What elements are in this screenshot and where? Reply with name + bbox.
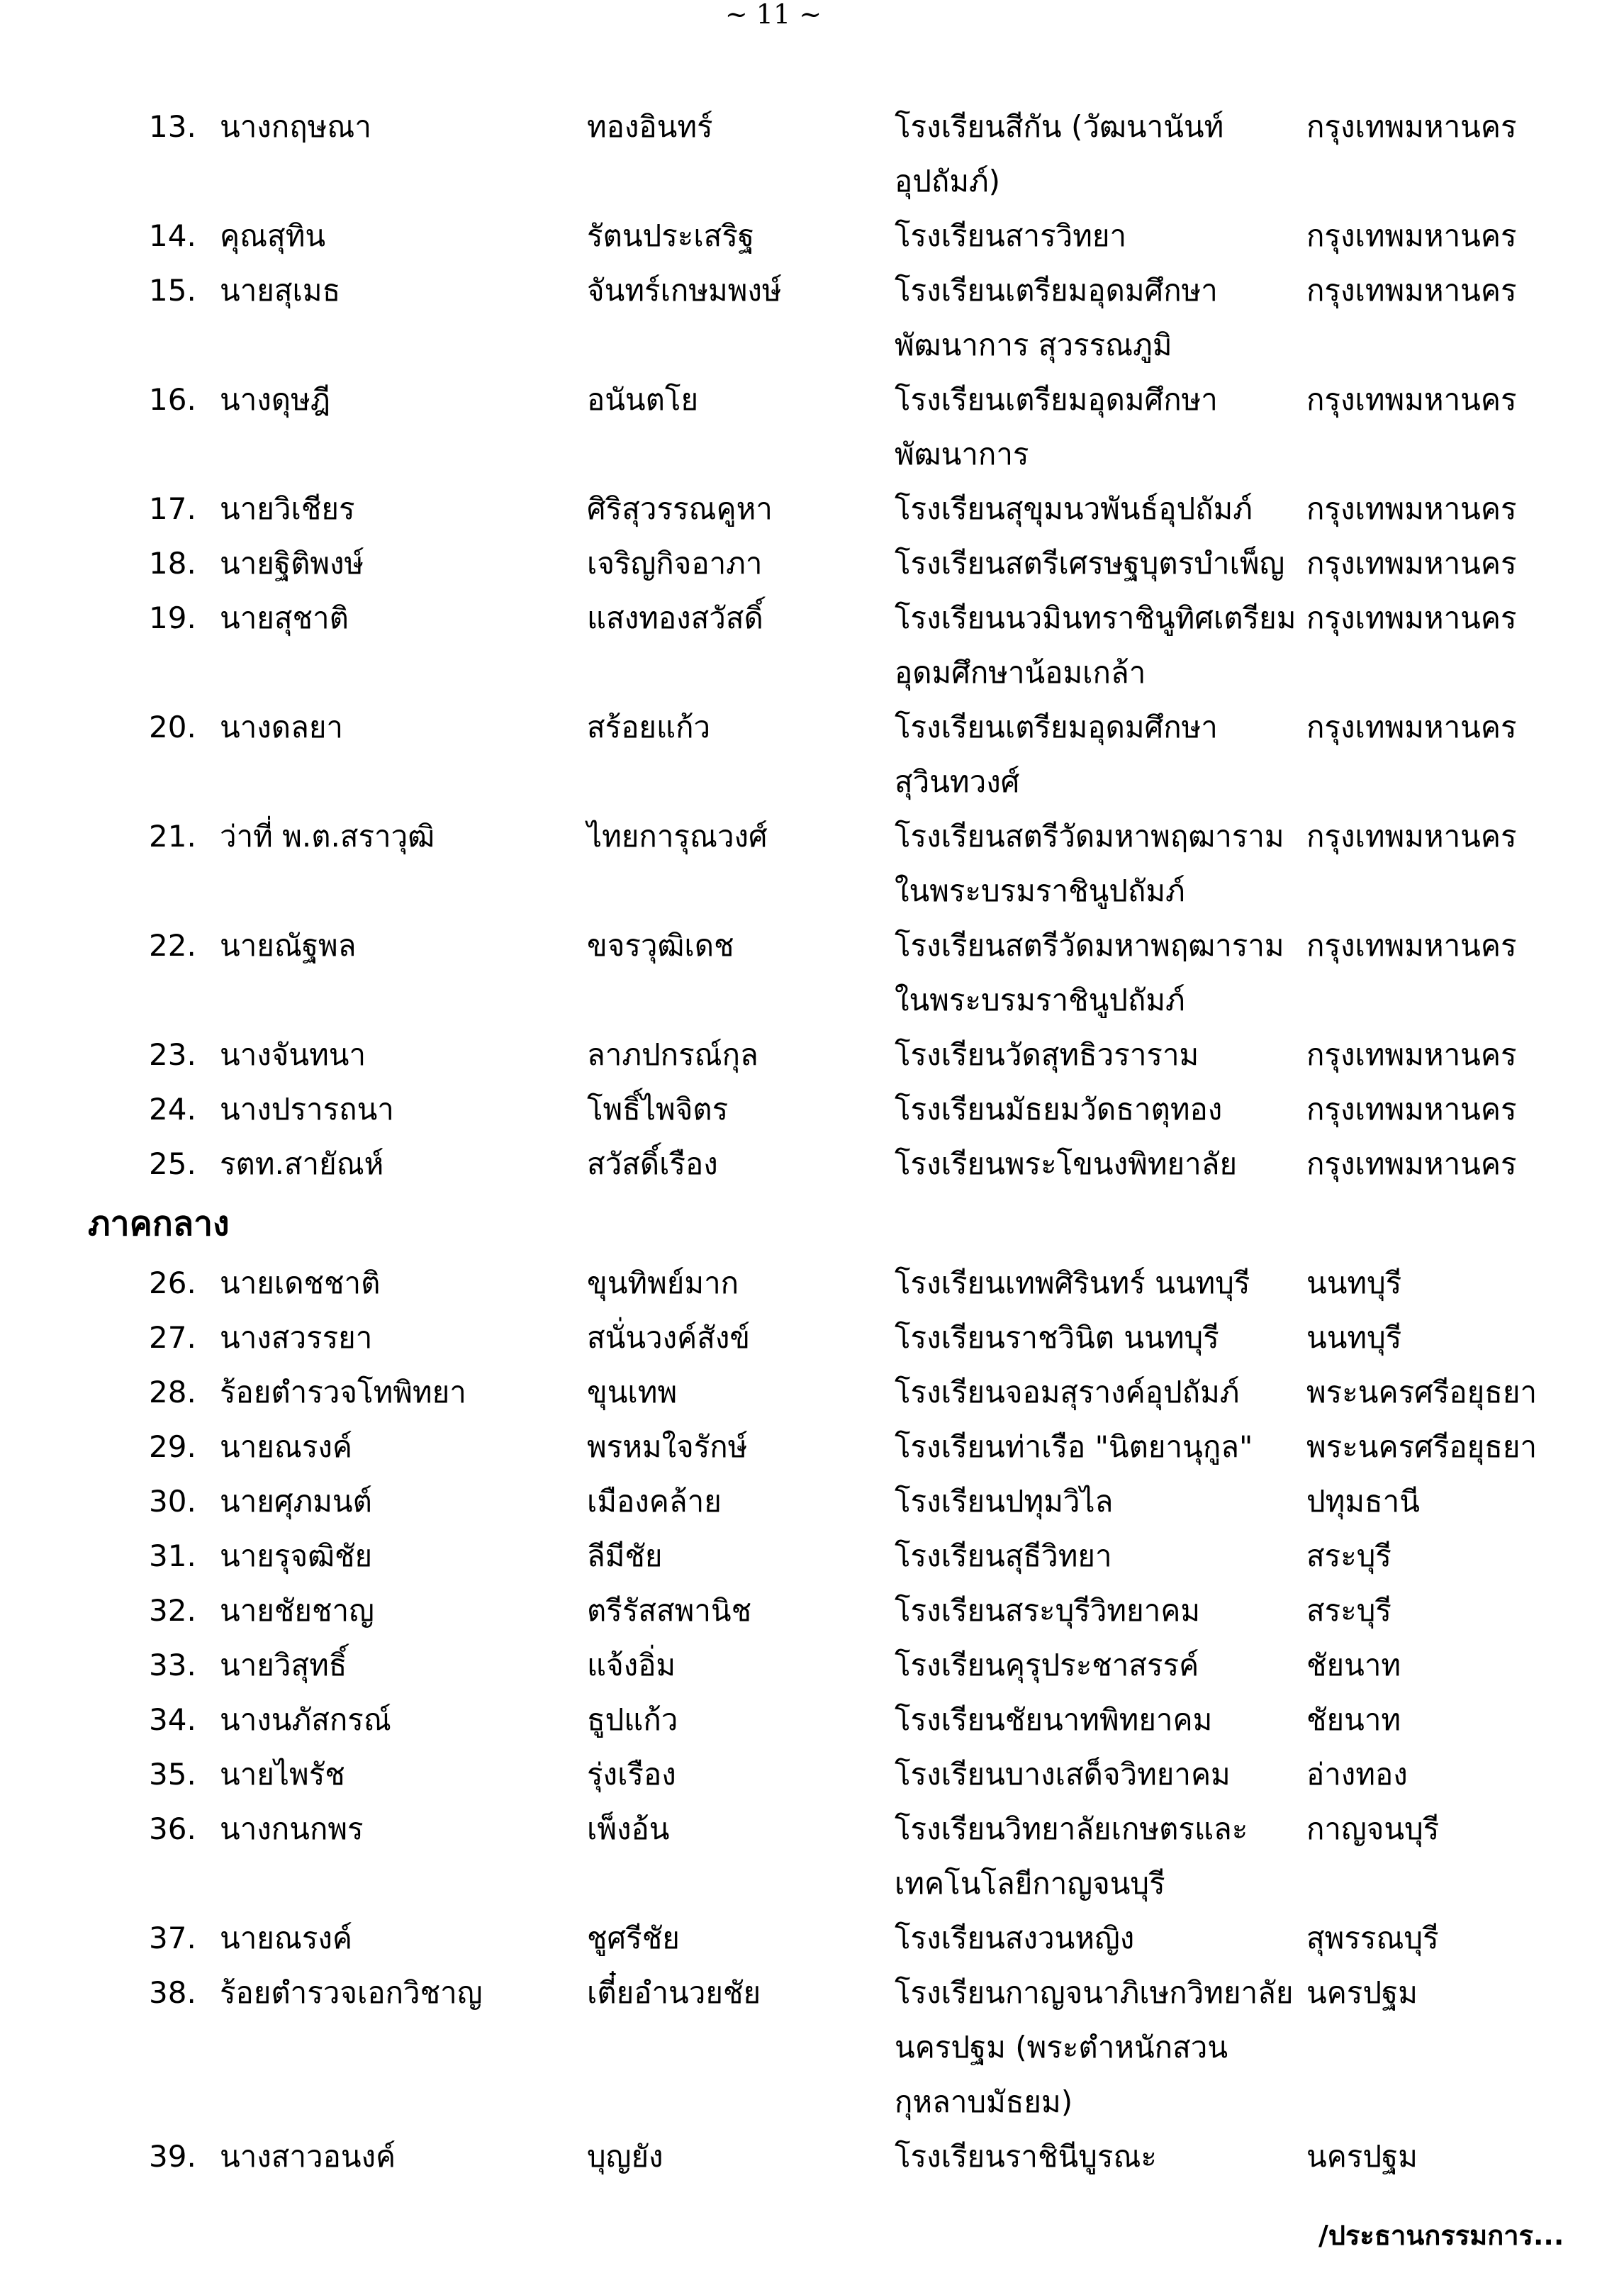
member-school: โรงเรียนสตรีวัดมหาพฤฒาราม ในพระบรมราชินูปถัมภ์ <box>895 819 1284 908</box>
member-name: นายเดชชาติ <box>220 1266 381 1300</box>
member-school: โรงเรียนสงวนหญิง <box>895 1921 1135 1955</box>
list-item <box>0 1027 1624 1082</box>
member-province: กรุงเทพมหานคร <box>1306 491 1517 526</box>
member-surname: ขุนเทพ <box>587 1375 678 1409</box>
page-number: ~ 11 ~ <box>724 0 822 30</box>
item-number: 15. <box>149 273 196 308</box>
member-name: นายณรงค์ <box>220 1921 353 1955</box>
item-number: 28. <box>149 1375 196 1409</box>
item-number: 35. <box>149 1757 196 1792</box>
list-item <box>0 1802 1624 1911</box>
item-number: 31. <box>149 1538 196 1573</box>
item-number: 36. <box>149 1811 196 1846</box>
member-surname: สร้อยแก้ว <box>587 710 711 744</box>
member-school: โรงเรียนคุรุประชาสรรค์ <box>895 1648 1199 1682</box>
member-school: โรงเรียนเทพศิรินทร์ นนทบุรี <box>895 1266 1250 1300</box>
member-province: กรุงเทพมหานคร <box>1306 546 1517 581</box>
section-heading-central: ภาคกลาง <box>88 1204 230 1244</box>
member-school: โรงเรียนจอมสุรางค์อุปถัมภ์ <box>895 1375 1240 1409</box>
member-school: โรงเรียนนวมินทราชินูทิศเตรียม อุดมศึกษาน้อมเกล้า <box>895 601 1297 690</box>
member-school: โรงเรียนสตรีเศรษฐบุตรบำเพ็ญ <box>895 546 1285 581</box>
list-item <box>0 263 1624 372</box>
member-province: กรุงเทพมหานคร <box>1306 218 1517 253</box>
member-school: โรงเรียนราชินีบูรณะ <box>895 2139 1157 2174</box>
member-surname: ทองอินทร์ <box>587 109 713 144</box>
list-item <box>0 1583 1624 1638</box>
committee-list <box>0 99 1624 2184</box>
member-name: นางดุษฎี <box>220 382 330 417</box>
member-school: โรงเรียนกาญจนาภิเษกวิทยาลัย นครปฐม (พระตำหนักสวน กุหลาบมัธยม) <box>895 1975 1294 2119</box>
member-surname: เตี๋ยอำนวยชัย <box>587 1975 761 2010</box>
member-province: ชัยนาท <box>1306 1702 1401 1737</box>
member-surname: ตรีรัสสพานิช <box>587 1593 752 1628</box>
item-number: 25. <box>149 1146 196 1181</box>
list-item <box>0 1692 1624 1747</box>
list-item <box>0 1474 1624 1529</box>
member-surname: รัตนประเสริฐ <box>587 218 755 253</box>
member-name: นายไพรัช <box>220 1757 345 1792</box>
member-school: โรงเรียนสระบุรีวิทยาคม <box>895 1593 1201 1628</box>
list-item <box>0 536 1624 591</box>
list-item <box>0 99 1624 208</box>
member-province: พระนครศรีอยุธยา <box>1306 1375 1538 1409</box>
member-province: กรุงเทพมหานคร <box>1306 109 1517 144</box>
member-surname: เมืองคล้าย <box>587 1484 722 1519</box>
member-name: ร้อยตำรวจเอกวิชาญ <box>220 1975 483 2010</box>
member-name: นางกฤษณา <box>220 109 371 144</box>
member-surname: บุญยัง <box>587 2139 663 2174</box>
member-surname: ธูปแก้ว <box>587 1702 678 1737</box>
member-school: โรงเรียนพระโขนงพิทยาลัย <box>895 1146 1238 1181</box>
list-item <box>0 1529 1624 1583</box>
item-number: 21. <box>149 819 196 854</box>
item-number: 37. <box>149 1921 196 1955</box>
member-province: อ่างทอง <box>1306 1757 1408 1792</box>
central-member-list <box>0 1256 1624 2184</box>
member-name: นายชัยชาญ <box>220 1593 374 1628</box>
member-name: ร้อยตำรวจโทพิทยา <box>220 1375 466 1409</box>
member-school: โรงเรียนท่าเรือ "นิตยานุกูล" <box>895 1429 1253 1464</box>
item-number: 19. <box>149 601 196 635</box>
list-item <box>0 700 1624 809</box>
member-province: สระบุรี <box>1306 1538 1391 1573</box>
member-school: โรงเรียนวิทยาลัยเกษตรและ เทคโนโลยีกาญจนบุรี <box>895 1811 1248 1901</box>
member-name: นางดลยา <box>220 710 344 744</box>
member-school: โรงเรียนสุขุมนวพันธ์อุปถัมภ์ <box>895 491 1253 526</box>
member-school: โรงเรียนราชวินิต นนทบุรี <box>895 1320 1219 1355</box>
list-item <box>0 1136 1624 1191</box>
list-item <box>0 1082 1624 1136</box>
member-name: นางสาวอนงค์ <box>220 2139 396 2174</box>
list-item <box>0 1256 1624 1310</box>
list-item <box>0 1747 1624 1802</box>
member-name: ว่าที่ พ.ต.สราวุฒิ <box>220 819 435 854</box>
member-name: นางปรารถนา <box>220 1092 394 1127</box>
member-province: สุพรรณบุรี <box>1306 1921 1439 1955</box>
member-school: โรงเรียนสตรีวัดมหาพฤฒาราม ในพระบรมราชินูปถัมภ์ <box>895 928 1284 1017</box>
member-province: สระบุรี <box>1306 1593 1391 1628</box>
member-province: กรุงเทพมหานคร <box>1306 1092 1517 1127</box>
list-item <box>0 1965 1624 2129</box>
item-number: 34. <box>149 1702 196 1737</box>
list-item <box>0 591 1624 700</box>
member-province: นครปฐม <box>1306 1975 1418 2010</box>
item-number: 38. <box>149 1975 196 2010</box>
member-name: นางกนกพร <box>220 1811 364 1846</box>
member-surname: แสงทองสวัสดิ์ <box>587 601 763 635</box>
member-school: โรงเรียนสุธีวิทยา <box>895 1538 1112 1573</box>
member-name: นายณัฐพล <box>220 928 357 963</box>
member-surname: รุ่งเรือง <box>587 1757 676 1792</box>
item-number: 14. <box>149 218 196 253</box>
member-province: กรุงเทพมหานคร <box>1306 1037 1517 1072</box>
member-surname: ขจรวุฒิเดช <box>587 928 734 963</box>
member-school: โรงเรียนสารวิทยา <box>895 218 1127 253</box>
member-school: โรงเรียนปทุมวิไล <box>895 1484 1114 1519</box>
list-item <box>0 918 1624 1027</box>
list-item <box>0 1638 1624 1692</box>
member-province: นนทบุรี <box>1306 1266 1402 1300</box>
list-item <box>0 1911 1624 1965</box>
item-number: 13. <box>149 109 196 144</box>
member-surname: เพ็งอ้น <box>587 1811 670 1846</box>
member-surname: เจริญกิจอาภา <box>587 546 763 581</box>
member-surname: ขุนทิพย์มาก <box>587 1266 739 1300</box>
member-name: นายวิสุทธิ์ <box>220 1648 347 1682</box>
item-number: 16. <box>149 382 196 417</box>
list-item <box>0 1419 1624 1474</box>
member-surname: จันทร์เกษมพงษ์ <box>587 273 782 308</box>
item-number: 17. <box>149 491 196 526</box>
member-school: โรงเรียนเตรียมอุดมศึกษา พัฒนาการ <box>895 382 1218 471</box>
item-number: 22. <box>149 928 196 963</box>
continuation-note: /ประธานกรรมการ... <box>1318 2220 1564 2251</box>
member-name: นายณรงค์ <box>220 1429 353 1464</box>
member-name: รตท.สายัณห์ <box>220 1146 384 1181</box>
member-name: นายสุชาติ <box>220 601 349 635</box>
list-item <box>0 372 1624 481</box>
member-school: โรงเรียนบางเสด็จวิทยาคม <box>895 1757 1231 1792</box>
item-number: 30. <box>149 1484 196 1519</box>
member-surname: สวัสดิ์เรือง <box>587 1146 718 1181</box>
member-surname: อนันตโย <box>587 382 699 417</box>
member-surname: ชูศรีชัย <box>587 1921 680 1955</box>
member-surname: พรหมใจรักษ์ <box>587 1429 748 1464</box>
member-province: กรุงเทพมหานคร <box>1306 601 1517 635</box>
member-surname: ลีมีชัย <box>587 1538 663 1573</box>
member-school: โรงเรียนมัธยมวัดธาตุทอง <box>895 1092 1223 1127</box>
item-number: 20. <box>149 710 196 744</box>
member-province: กรุงเทพมหานคร <box>1306 819 1517 854</box>
member-name: คุณสุทิน <box>220 218 326 253</box>
member-name: นายรุจฒิชัย <box>220 1538 373 1573</box>
member-surname: ไทยการุณวงศ์ <box>587 819 768 854</box>
item-number: 18. <box>149 546 196 581</box>
member-surname: แจ้งอิ่ม <box>587 1648 676 1682</box>
member-name: นายฐิติพงษ์ <box>220 546 364 581</box>
member-province: นครปฐม <box>1306 2139 1418 2174</box>
member-school: โรงเรียนเตรียมอุดมศึกษา สุวินทวงศ์ <box>895 710 1218 799</box>
member-surname: โพธิ์ไพจิตร <box>587 1092 729 1127</box>
list-item <box>0 1365 1624 1419</box>
member-province: นนทบุรี <box>1306 1320 1402 1355</box>
member-name: นางนภัสกรณ์ <box>220 1702 391 1737</box>
member-province: กรุงเทพมหานคร <box>1306 928 1517 963</box>
item-number: 33. <box>149 1648 196 1682</box>
item-number: 27. <box>149 1320 196 1355</box>
member-school: โรงเรียนสีกัน (วัฒนานันท์ อุปถัมภ์) <box>895 109 1224 199</box>
item-number: 29. <box>149 1429 196 1464</box>
member-province: กรุงเทพมหานคร <box>1306 382 1517 417</box>
member-school: โรงเรียนชัยนาทพิทยาคม <box>895 1702 1213 1737</box>
member-school: โรงเรียนวัดสุทธิวราราม <box>895 1037 1199 1072</box>
list-item <box>0 809 1624 918</box>
member-school: โรงเรียนเตรียมอุดมศึกษา พัฒนาการ สุวรรณภูมิ <box>895 273 1218 362</box>
item-number: 24. <box>149 1092 196 1127</box>
item-number: 26. <box>149 1266 196 1300</box>
member-name: นางสวรรยา <box>220 1320 373 1355</box>
member-surname: ศิริสุวรรณคูหา <box>587 491 773 526</box>
member-surname: สนั่นวงค์สังข์ <box>587 1320 751 1355</box>
item-number: 32. <box>149 1593 196 1628</box>
member-surname: ลาภปกรณ์กุล <box>587 1037 758 1072</box>
list-item <box>0 208 1624 263</box>
item-number: 39. <box>149 2139 196 2174</box>
member-name: นางจันทนา <box>220 1037 366 1072</box>
member-province: กรุงเทพมหานคร <box>1306 710 1517 744</box>
member-province: กรุงเทพมหานคร <box>1306 273 1517 308</box>
member-province: ปทุมธานี <box>1306 1484 1420 1519</box>
member-name: นายวิเชียร <box>220 491 355 526</box>
list-item <box>0 1310 1624 1365</box>
member-name: นายศุภมนต์ <box>220 1484 372 1519</box>
member-name: นายสุเมธ <box>220 273 341 308</box>
item-number: 23. <box>149 1037 196 1072</box>
member-province: กรุงเทพมหานคร <box>1306 1146 1517 1181</box>
bangkok-member-list <box>0 99 1624 1191</box>
list-item <box>0 2129 1624 2184</box>
list-item <box>0 481 1624 536</box>
member-province: ชัยนาท <box>1306 1648 1401 1682</box>
member-province: กาญจนบุรี <box>1306 1811 1440 1846</box>
member-province: พระนครศรีอยุธยา <box>1306 1429 1538 1464</box>
